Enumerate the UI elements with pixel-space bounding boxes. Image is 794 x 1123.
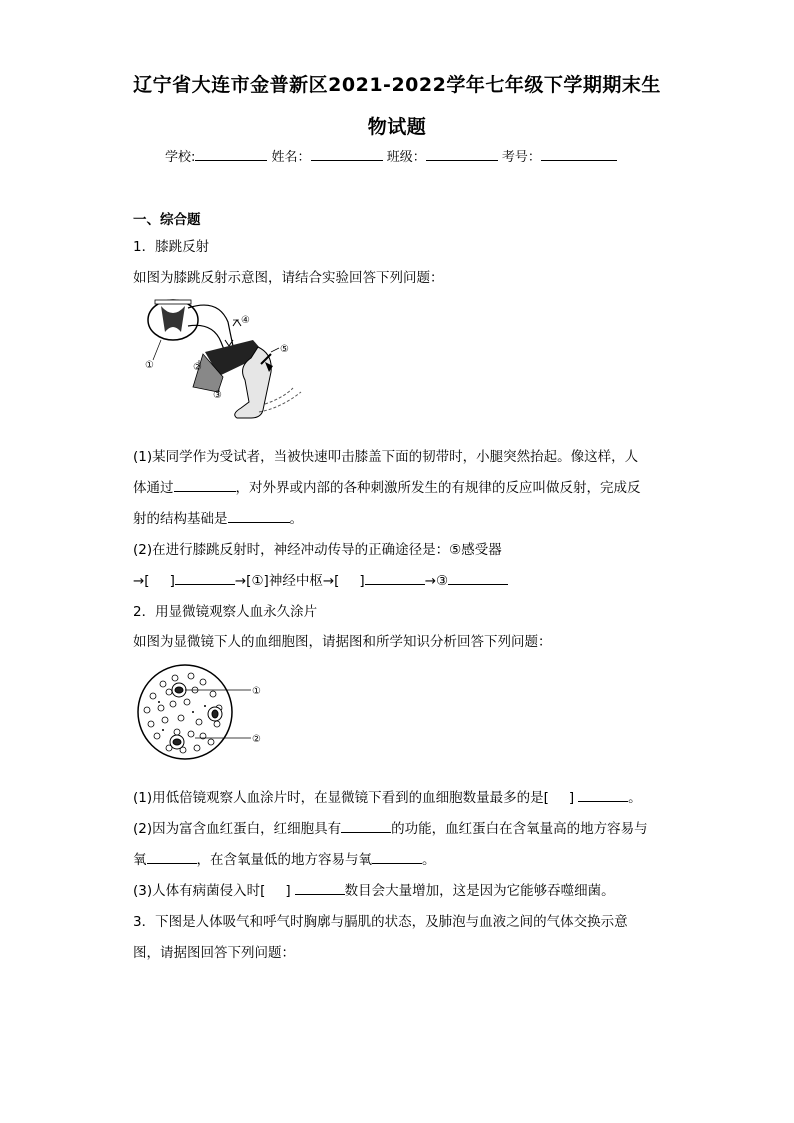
q2-p2-line1	[133, 817, 648, 837]
answer-blank-q1-2[interactable]	[228, 510, 290, 523]
q2-intro: 如图为显微镜下人的血细胞图，请据图和所学知识分析回答下列问题：	[133, 634, 552, 650]
q3-line2: 图，请据图回答下列问题：	[133, 945, 295, 961]
label-5: ⑤	[280, 344, 289, 355]
label-2: ②	[193, 362, 202, 373]
q1-p2-text-2: ]	[169, 573, 175, 589]
q1-p1-text-b: ，对外界或内部的各种刺激所发生的有规律的反应叫做反射，完成反	[235, 480, 641, 496]
q3-line1: 3．下图是人体吸气和呼气时胸廓与膈肌的状态，及肺泡与血液之间的气体交换示意	[133, 914, 628, 930]
q2-p1-text-a: (1)用低倍镜观察人血涂片时，在显微镜下看到的血细胞数量最多的是[	[133, 790, 549, 806]
q2-p3	[133, 879, 615, 899]
name-label: 姓名：	[271, 150, 311, 165]
q1-p2-text-5: →③	[424, 573, 449, 589]
q1-p2-text-3: →[①]神经中枢→[	[234, 573, 340, 589]
section-heading: 一、综合题	[133, 212, 201, 228]
knee-jerk-reflex-diagram	[133, 292, 313, 424]
answer-blank-q2-5[interactable]	[295, 882, 345, 895]
answer-blank-q2-3[interactable]	[147, 851, 197, 864]
q1-p2-line1: (2)在进行膝跳反射时，神经冲动传导的正确途径是：⑤感受器	[133, 542, 502, 558]
q1-heading: 1．膝跳反射	[133, 239, 210, 255]
blood-label-2: ②	[252, 734, 261, 745]
q2-heading: 2．用显微镜观察人血永久涂片	[133, 604, 318, 620]
q1-intro: 如图为膝跳反射示意图，请结合实验回答下列问题：	[133, 270, 444, 286]
exam-no-label: 考号：	[501, 150, 541, 165]
class-label: 班级：	[386, 150, 426, 165]
label-4: ④	[241, 315, 250, 326]
class-blank[interactable]	[426, 148, 498, 161]
exam-no-blank[interactable]	[541, 148, 617, 161]
answer-blank-q1-3[interactable]	[175, 572, 235, 585]
q1-p1-line3	[133, 507, 303, 527]
q2-p2-text-b: 的功能，血红蛋白在含氧量高的地方容易与	[391, 821, 648, 837]
q2-p2-line2	[133, 848, 436, 868]
school-label: 学校:	[165, 150, 196, 165]
answer-blank-q2-4[interactable]	[372, 851, 422, 864]
q2-p1-text-b: ]	[568, 790, 575, 806]
q1-p2-line2	[133, 569, 508, 589]
label-3: ③	[213, 390, 222, 401]
q1-p2-text-1: →[	[133, 573, 150, 589]
student-info-row	[165, 146, 617, 165]
q1-p1-text-d: 。	[289, 511, 303, 527]
label-1: ①	[145, 360, 154, 371]
answer-blank-q1-4[interactable]	[365, 572, 425, 585]
q2-p3-text-b: ]	[285, 883, 291, 899]
q2-p2-text-c: 氧	[133, 852, 147, 868]
answer-blank-q1-5[interactable]	[448, 572, 508, 585]
q1-p2-text-4: ]	[359, 573, 365, 589]
q2-p3-text-c: 数目会大量增加，这是因为它能够吞噬细菌。	[344, 883, 615, 899]
school-blank[interactable]	[195, 148, 267, 161]
q2-p1-text-c: 。	[628, 790, 642, 806]
q1-p1-text-c: 射的结构基础是	[133, 511, 228, 527]
q2-p2-text-d: ，在含氧量低的地方容易与氧	[196, 852, 372, 868]
answer-blank-q2-2[interactable]	[341, 820, 391, 833]
q2-p2-text-a: (2)因为富含血红蛋白，红细胞具有	[133, 821, 342, 837]
page-title-line2: 物试题	[367, 116, 427, 138]
q2-p2-text-e: 。	[422, 852, 436, 868]
q1-p1-line2	[133, 476, 641, 496]
answer-blank-q2-1[interactable]	[578, 789, 628, 802]
q1-p1-text-a: 体通过	[133, 480, 174, 496]
name-blank[interactable]	[311, 148, 383, 161]
q2-p3-text-a: (3)人体有病菌侵入时[	[133, 883, 266, 899]
blood-label-1: ①	[252, 686, 261, 697]
q1-p1-line1: (1)某同学作为受试者，当被快速叩击膝盖下面的韧带时，小腿突然抬起。像这样，人	[133, 449, 639, 465]
q2-p1	[133, 786, 642, 806]
blood-cell-microscope-diagram	[133, 662, 273, 762]
answer-blank-q1-1[interactable]	[174, 479, 236, 492]
page-title-line1: 辽宁省大连市金普新区2021-2022学年七年级下学期期末生	[133, 74, 661, 96]
